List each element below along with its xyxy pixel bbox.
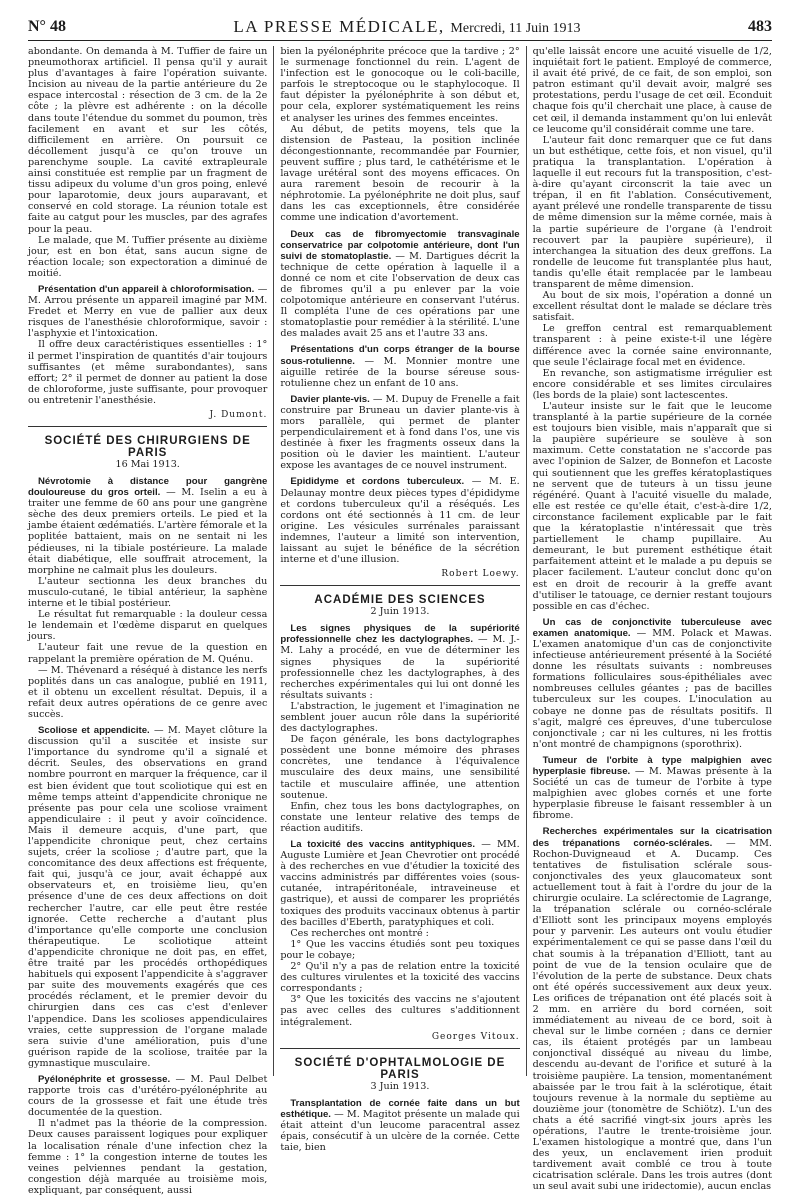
section-heading: SOCIÉTÉ D'OPHTALMOLOGIE DE PARIS [294,1056,506,1081]
paragraph: La toxicité des vaccins antityphiques. — MM. Auguste Lumière et Jean Chevrotier ont procédé à des recherches en vue d'étudier la toxicité des vaccins administrés par différentes voies (sous-cutanée, intrapéritonéale, intraveineuse et gastrique), et aussi de comparer les propriétés toxiques des produits vaccinaux obtenus à partir des bacilles d'Eberth, paratyphiques et coli. [280,839,520,928]
signature: Georges Vitoux. [431,1031,520,1042]
paragraph: Le greffon central est remarquablement transparent : à peine existe-t-il une légère différence avec la cornée saine environnante, que seule l'éclairage focal met en évidence. [532,323,772,368]
section-divider [280,1048,519,1049]
paragraph: abondante. On demanda à M. Tuffier de faire un pneumothorax artificiel. Il pensa qu'il y aurait plus d'avantages à faire l'opération suivante. Incision au niveau de la partie antérieure du 2e espace intercostal : résection de 3 cm. de la 2e côte ; la plèvre est adhérente : on la décolle dans toute l'étendue du sommet du poumon, très facilement en avant et sur les côtés, difficilement en arrière. On poursuit ce décollement jusqu'à ce qu'on trouve un parenchyme souple. La cavité extrapleurale ainsi constituée est remplie par un fragment de tissu adipeux du volume d'un gros poing, enlevé pour laparotomie, deux jours auparavant, et conservé en cold storage. La réunion totale est faite au catgut pour les muscles, par des agrafes pour la peau. [28,46,268,235]
paragraph: Névrotomie à distance pour gangrène douloureuse du gros orteil. — M. Iselin a eu à traiter une femme de 60 ans pour une gangrène sèche des deux premiers orteils. Le pied et la jambe étaient œdématiés. L'artère fémorale et la poplitée battaient, mais on ne sentait ni les pédieuses, ni la tibiale postérieure. La malade était diabétique, elle souffrait atrocement, la morphine ne calmait plus les douleurs. [28,476,268,576]
item-title: Epididyme et cordons tuberculeux. [290,476,465,488]
paragraph: Transplantation de cornée faite dans un but esthétique. — M. Magitot présente un malade qui était atteint d'un leucome paracentral assez épais, consécutif à un ulcère de la cornée. Cette taie, bien [280,1097,520,1153]
item-title: La toxicité des vaccins antityphiques. [290,839,476,850]
item-title: Transplantation de cornée faite dans un but esthétique. [280,1097,520,1120]
paragraph: Ces recherches ont montré : [290,927,429,939]
item-title: Scoliose et appendicite. [38,725,150,737]
paragraph: Recherches expérimentales sur la cicatrisation des trépanations cornéo-sclérales. — MM. Rochon-Duvigneaud et A. Ducamp. Ces tentatives de fistulisation sclérale sous-conjonctivales des yeux glaucomateux sont actuellement tout à fait à l'ordre du jour de la chirurgie oculaire. La sclérectomie de Lagrange, la trépanation sclérale ou cornéo-sclérale d'Elliott sont les principaux moyens employés pour y parvenir. Les auteurs ont voulu étudier expérimentalement ce qui se passe dans l'œil du chat soumis à la trépanation d'Elliott, tant au point de vue de la tension oculaire que de l'évolution de la perte de substance. Deux chats ont été opérés successivement aux deux yeux. Les orifices de trépanation ont été placés soit à 2 mm. en arrière du bord cornéen, soit immédiatement au niveau de ce bord, soit à cheval sur le limbe cornéen ; dans ce dernier cas, ils étaient protégés par un lambeau conjonctival disséqué au niveau du limbe, descendu au-devant de l'orifice et suturé à la troisième paupière. La tension, momentanément abaissée par le trou fait à la sclérotique, était toujours revenue à la normale du septième au douzième jour (tonomètre de Schiötz). L'un des chats a été sacrifié vingt-six jours après les opérations, l'autre le trente-troisième jour. L'examen histologique a montré que, dans l'un des yeux, un enclavement irien produit tardivement avait comblé ce trou à toute cicatrisation sclérale. Dans les trois autres (dont un seul avait subi une iridectomie), aucun enclas [532,826,772,1193]
signature: J. Dumont. [209,410,268,420]
item-title: Présentations d'un corps étranger de la bourse sous-rotulienne. [280,344,520,367]
paragraph: — M. Thévenard a réséqué à distance les nerfs poplités dans un cas analogue, publié en 1911, et il obtenu un excellent résultat. Depuis, il a refait deux autres opérations de ce genre avec succès. [28,664,268,720]
paragraph: Présentation d'un appareil à chloroformisation. — M. Arrou présente un appareil imaginé par MM. Fredet et Merry en vue de pallier aux deux risques de l'anesthésie chloroformique, savoir : l'asphyxie et l'intoxication. [28,283,268,340]
paragraph: Pyélonéphrite et grossesse. — M. Paul Delbet rapporte trois cas d'urétéro-pyélonéphrite au cours de la grossesse et fait une étude très documentée de la question. [28,1073,268,1119]
item-title: Un cas de conjonctivite tuberculeuse avec examen anatomique. [532,616,772,639]
paragraph: qu'elle laissât encore une acuité visuelle de 1/2, inquiétait fort le patient. Employé de commerce, il avait été privé, de ce fait, de son emploi, son patron estimant qu'il devait avoir, malgré ses protestations, perdu l'usage de cet œil. Econduit chaque fois qu'il cherchait une place, à cause de cet œil, il demanda instamment qu'on lui enlevât ce leucome qu'il considérait comme une tare. [532,46,772,135]
column-middle [273,46,525,1153]
paragraph: En revanche, son astigmatisme irrégulier est encore considérable et ses limites circulaires (les bords de la plaie) sont lactescentes. [532,367,772,401]
section-divider [28,426,267,427]
paragraph: bien la pyélonéphrite précoce que la tardive ; 2° le surmenage fonctionnel du rein. L'agent de l'infection est le gonocoque ou le coli-bacille, parfois le streptocoque ou le staphylocoque. Il faut dépister la pyélonéphrite à son début et, pour cela, explorer systématiquement les reins et analyser les urines des femmes enceintes. [280,46,520,124]
section-heading: ACADÉMIE DES SCIENCES [314,594,486,607]
paragraph: L'auteur insiste sur le fait que le leucome transplanté à la partie supérieure de la cornée est toujours bien visible, mais n'apparaît que si la paupière supérieure se soulève à son maximum. Cette constatation ne s'accorde pas avec l'opinion de Salzer, de Bonnefon et Lacoste qui soutiennent que les greffes kératoplastiques ne servent que de tuteurs à un tissu jeune régénéré. Quant à l'acuité visuelle du malade, elle est restée ce qu'elle était, c'est-à-dire 1/2, circonstance facilement explicable par le fait que la kératoplastie n'intéressait que très partiellement le champ pupillaire. Au demeurant, le but purement esthétique était parfaitement atteint et le malade a pu depuis se placer facilement. L'auteur conclut donc qu'on est en droit de recourir à la greffe avant d'utiliser le tatouage, ce dernier restant toujours possible en cas d'échec. [532,401,772,612]
section-divider [280,585,519,586]
paragraph: Tumeur de l'orbite à type malpighien avec hyperplasie fibreuse. — M. Mawas présente à la Société un cas de tumeur de l'orbite à type malpighien avec globes cornés et une forte hyperplasie fibreuse le faisant ressembler à un fibrome. [532,754,772,822]
item-title: Les signes physiques de la supériorité professionnelle chez les dactylographes. [280,623,520,646]
paragraph: L'auteur fait une revue de la question en rappelant la première opération de M. Quénu. [28,642,268,665]
page-header [28,14,772,41]
issue-number: N° 48 [28,18,66,35]
paragraph: Au début, de petits moyens, tels que la distension de Pasteau, la position inclinée décongestionnante, recommandée par Fournier, peuvent suffire ; plus tard, le cathétérisme et le lavage urétéral sont des moyens efficaces. On aura rarement besoin de recourir à la néphrotomie. La pyélonéphrite ne doit plus, sauf dans les cas exceptionnels, être considérée comme une indication d'avortement. [280,123,520,224]
item-title: Tumeur de l'orbite à type malpighien avec hyperplasie fibreuse. [532,754,772,777]
paragraph: Le malade, que M. Tuffier présente au dixième jour, est en bon état, sans aucun signe de réaction locale; son expectoration a diminué de moitié. [28,234,268,279]
paragraph: Le résultat fut remarquable : la douleur cessa le lendemain et l'œdème disparut en quelques jours. [28,609,268,643]
paragraph: L'auteur sectionna les deux branches du musculo-cutané, le tibial antérieur, la saphène interne et le tibial postérieur. [28,575,268,610]
paragraph: Il n'admet pas la théorie de la compression. Deux causes paraissent logiques pour expliquer la localisation rénale d'une infection chez la femme : 1° la congestion interne de toutes les veines pelviennes pendant la gestation, congestion déjà marquée au troisième mois, expliquant, par conséquent, aussi [28,1118,268,1196]
paragraph: 1° Que les vaccins étudiés sont peu toxiques pour le cobaye; [280,938,520,961]
journal-name: LA PRESSE MÉDICALE, [233,17,445,36]
item-title: Présentation d'un appareil à chloroformisation. [38,283,255,295]
signature: Robert Loewy. [441,569,520,580]
paragraph: 3° Que les toxicités des vaccins ne s'ajoutent pas avec celles des cultures s'additionnent intégralement. [280,994,520,1028]
paragraph: Enfin, chez tous les bons dactylographes, on constate une lenteur relative des temps de réaction auditifs. [280,800,520,834]
section-date: 2 Juin 1913. [370,606,430,618]
item-title: Deux cas de fibromyectomie transvaginale conservatrice par colpotomie antérieure, dont l'un suivi de stomatoplastie. [280,228,520,262]
issue-date: Mercredi, 11 Juin 1913 [450,21,581,36]
section-date: 16 Mai 1913. [115,459,180,470]
paragraph: 2° Qu'il n'y a pas de relation entre la toxicité des cultures virulentes et la toxicité des vaccins correspondants ; [280,961,520,995]
paragraph: L'auteur fait donc remarquer que ce fut dans un but esthétique, cette fois, et non visuel, qu'il pratiqua la transplantation. L'opération à laquelle il eut recours fut la transposition, c'est-à-dire qu'ayant circonscrit la taie avec un trépan, il en fit l'ablation. Consécutivement, ayant prélevé une rondelle transparente de tissu de même dimension sur la même cornée, mais à la partie supérieure de l'organe (à l'endroit recouvert par la paupière supérieure), il interchangea la situation des deux greffons. La rondelle de leucome fut transplantée plus haut, tandis qu'elle était remplacée par le lambeau transparent de même dimension. [532,134,772,290]
column-left [28,46,273,1196]
paragraph: Présentations d'un corps étranger de la bourse sous-rotulienne. — M. Monnier montre une aiguille retirée de la bourse séreuse sous-rotulienne chez un enfant de 10 ans. [280,344,520,389]
journal-title [233,17,580,37]
item-title: Névrotomie à distance pour gangrène douloureuse du gros orteil. [28,476,268,499]
paragraph: Il offre deux caractéristiques essentielles : 1° il permet l'inspiration de quantités d'air toujours suffisantes (et même surabondantes), sans effort; 2° il permet de donner au patient la dose de chloroforme, juste suffisante, pour provoquer ou entretenir l'anesthésie. [28,339,268,406]
column-right [526,46,772,1193]
paragraph: Scoliose et appendicite. — M. Mayet clôture la discussion qu'il a suscitée et insiste sur l'importance du syndrome qu'il a signalé et décrit. Seules, des observations en grand nombre pourront en marquer la fréquence, car il est bien évident que tout scoliotique qui est en même temps atteint d'appendicite chronique ne présente pas pour cela une scoliose vraiment appendiculaire : il peut y avoir coïncidence. Mais il demeure acquis, d'une part, que l'appendicite chronique peut, chez certains sujets, créer la scoliose ; d'autre part, que la concomitance des deux affections est fréquente, fait qui, jusqu'à ce jour, avait échappé aux observateurs et, en troisième lieu, qu'en présence d'une de ces deux affections on doit rechercher l'autre, car elle peut être restée ignorée. Cette recherche a d'autant plus d'importance qu'elle comporte une conclusion thérapeutique. Le scoliotique atteint d'appendicite chronique ne doit pas, en effet, être traité par les procédés orthopédiques habituels qui exposent l'appendicite à s'aggraver par suite des mouvements exagérés que ces procédés réclament, et le premier devoir du chirurgien dans ces cas c'est d'enlever l'appendice. Dans les scolioses appendiculaires vraies, cette suppression de l'organe malade sera suivie d'une amélioration, puis d'une guérison rapide de la scoliose, traitée par la gymnastique musculaire. [28,725,268,1069]
paragraph: Epididyme et cordons tuberculeux. — M. E. Delaunay montre deux pièces types d'épididyme et cordons tuberculeux qu'il a réséqués. Les cordons ont été sectionnés à 11 cm. de leur origine. Les vésicules surrénales paraissant indemnes, l'auteur a limité son intervention, laissant au sujet le bénéfice de la sécrétion interne et d'une illusion. [280,476,520,566]
section-date: 3 Juin 1913. [370,1080,430,1092]
page-number: 483 [747,18,772,35]
section-heading: SOCIÉTÉ DES CHIRURGIENS DE PARIS [44,435,251,459]
article-columns [28,46,772,1196]
item-title: Recherches expérimentales sur la cicatrisation des trépanations cornéo-sclérales. [532,826,772,849]
item-title: Davier plante-vis. [290,393,370,405]
paragraph: L'abstraction, le jugement et l'imagination ne semblent jouer aucun rôle dans la supériorité des dactylographes. [280,700,520,735]
paragraph: Au bout de six mois, l'opération a donné un excellent résultat dont le malade se déclare très satisfait. [532,290,772,324]
paragraph: Un cas de conjonctivite tuberculeuse avec examen anatomique. — MM. Polack et Mawas. L'examen anatomique d'un cas de conjonctivite infectieuse antérieurement présenté à la Société donne les résultats suivants : nombreuses formations folliculaires sous-épithéliales avec nombreuses cellules géantes ; pas de bacilles tuberculeux sur les coupes. L'inoculation au cobaye ne donne pas de résultats positifs. Il s'agit, malgré ces épreuves, d'une tuberculose conjonctivale ; car ni les cultures, ni les frottis n'ont montré de champignons (sporothrix). [532,616,772,750]
paragraph: Davier plante-vis. — M. Dupuy de Frenelle a fait construire par Bruneau un davier plante-vis à mors parallèle, qui permet de planter perpendiculairement et à fond dans l'os, une vis destinée à fixer les fragments osseux dans la position où le davier les maintient. L'auteur expose les avantages de ce nouvel instrument. [280,393,520,472]
paragraph: Les signes physiques de la supériorité professionnelle chez les dactylographes. — M. J.-M. Lahy a procédé, en vue de déterminer les signes physiques de la supériorité professionnelle chez les dactylographes, à des recherches expérimentales qui lui ont donné les résultats suivants : [280,623,520,701]
item-title: Pyélonéphrite et grossesse. [38,1073,171,1085]
paragraph: Deux cas de fibromyectomie transvaginale conservatrice par colpotomie antérieure, dont l'un suivi de stomatoplastie. — M. Dartigues décrit la technique de cette opération à laquelle il a donné ce nom et cite l'observation de deux cas de fibromes qu'il a pu enlever par la voie colpotomique antérieure en conservant l'utérus. Il compléta l'une de ces opérations par une stomatoplastie pour remédier à la stérilité. L'une des malades avait 25 ans et l'autre 33 ans. [280,228,520,340]
paragraph: De façon générale, les bons dactylographes possèdent une bonne mémoire des phrases concrètes, une tendance à l'équivalence musculaire des deux mains, une sensibilité tactile et musculaire affinée, une attention soutenue. [280,734,520,801]
